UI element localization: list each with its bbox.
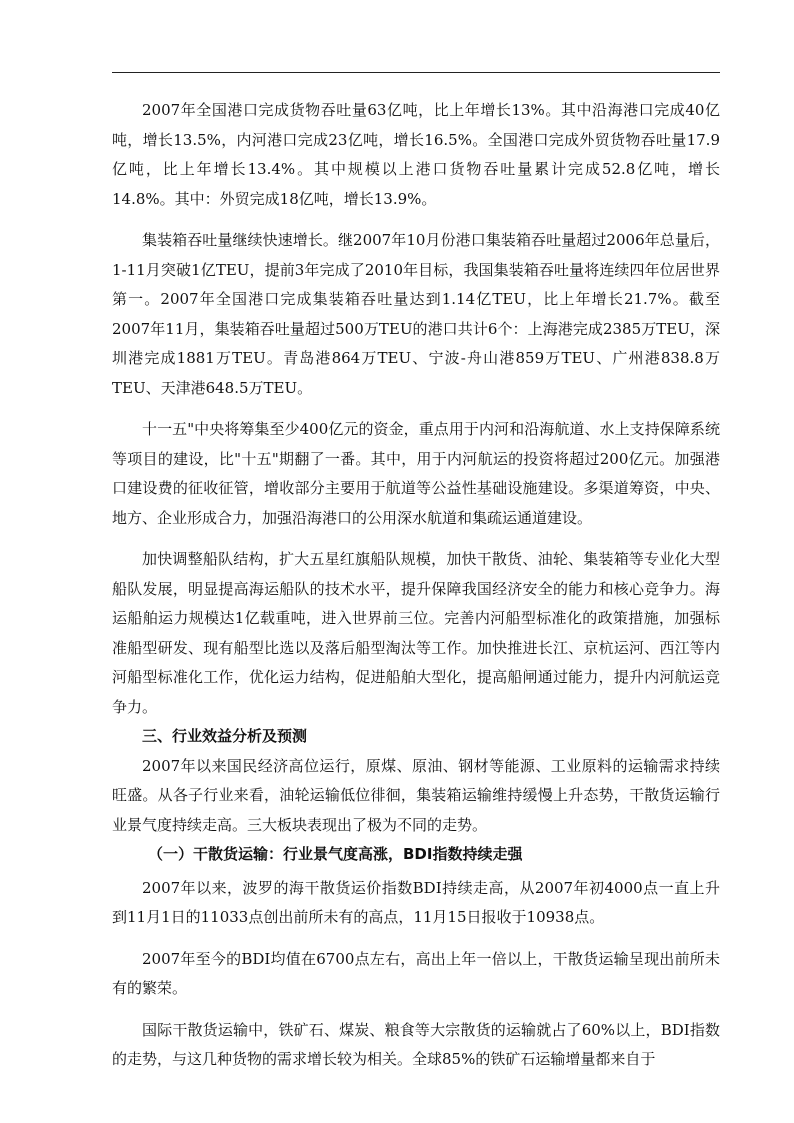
- paragraph-container-throughput: 集装箱吞吐量继续快速增长。继2007年10月份港口集装箱吞吐量超过2006年总量后，1-11月突破1亿TEU，提前3年完成了2010年目标，我国集装箱吞吐量将连续四年位居世界第一。2007年全国港口完成集装箱吞吐量达到1.14亿TEU，比上年增长21.7%。截至2007年11月，集装箱吞吐量超过500万TEU的港口共计6个：上海港完成2385万TEU，深圳港完成1881万TEU。青岛港864万TEU、宁波-舟山港859万TEU、广州港838.8万TEU、天津港648.5万TEU。: [112, 231, 720, 397]
- paragraph-bulk-cargo: 国际干散货运输中，铁矿石、煤炭、粮食等大宗散货的运输就占了60%以上，BDI指数的走势，与这几种货物的需求增长较为相关。全球85%的铁矿石运输增量都来自于: [112, 1020, 720, 1068]
- paragraph-bdi-trend: 2007年以来，波罗的海干散货运价指数BDI持续走高，从2007年初4000点一直上升到11月1日的11033点创出前所未有的高点，11月15日报收于10938点。: [112, 878, 720, 926]
- paragraph-fleet-structure: 加快调整船队结构，扩大五星红旗船队规模，加快干散货、油轮、集装箱等专业化大型船队发展，明显提高海运船队的技术水平，提升保障我国经济安全的能力和核心竞争力。海运船舶运力规模达1亿载重吨，进入世界前三位。完善内河船型标准化的政策措施，加强标准船型研发、现有船型比选以及落后船型淘汰等工作。加快推进长江、京杭运河、西江等内河船型标准化工作，优化运力结构，促进船舶大型化，提高船闸通过能力，提升内河航运竞争力。: [112, 550, 720, 716]
- subsection-heading-dry-bulk: （一）干散货运输：行业景气度高涨，BDI指数持续走强: [148, 845, 523, 863]
- header-rule: [112, 72, 720, 73]
- paragraph-economy-overview: 2007年以来国民经济高位运行，原煤、原油、钢材等能源、工业原料的运输需求持续旺盛。从各子行业来看，油轮运输低位徘徊，集装箱运输维持缓慢上升态势，干散货运输行业景气度持续走高。三大板块表现出了极为不同的走势。: [112, 756, 720, 834]
- paragraph-investment: 十一五"中央将筹集至少400亿元的资金，重点用于内河和沿海航道、水上支持保障系统等项目的建设，比"十五"期翻了一番。其中，用于内河航运的投资将超过200亿元。加强港口建设费的征收征管，增收部分主要用于航道等公益性基础设施建设。多渠道筹资，中央、地方、企业形成合力，加强沿海港口的公用深水航道和集疏运通道建设。: [112, 420, 720, 527]
- paragraph-bdi-average: 2007年至今的BDI均值在6700点左右，高出上年一倍以上，干散货运输呈现出前所未有的繁荣。: [112, 949, 720, 997]
- document-body: [112, 96, 720, 1075]
- paragraph-port-throughput: 2007年全国港口完成货物吞吐量63亿吨，比上年增长13%。其中沿海港口完成40亿吨，增长13.5%，内河港口完成23亿吨，增长16.5%。全国港口完成外贸货物吞吐量17.9亿吨，比上年增长13.4%。其中规模以上港口货物吞吐量累计完成52.8亿吨，增长14.8%。其中：外贸完成18亿吨，增长13.9%。: [112, 101, 720, 208]
- section-heading-benefit-analysis: 三、行业效益分析及预测: [142, 727, 308, 745]
